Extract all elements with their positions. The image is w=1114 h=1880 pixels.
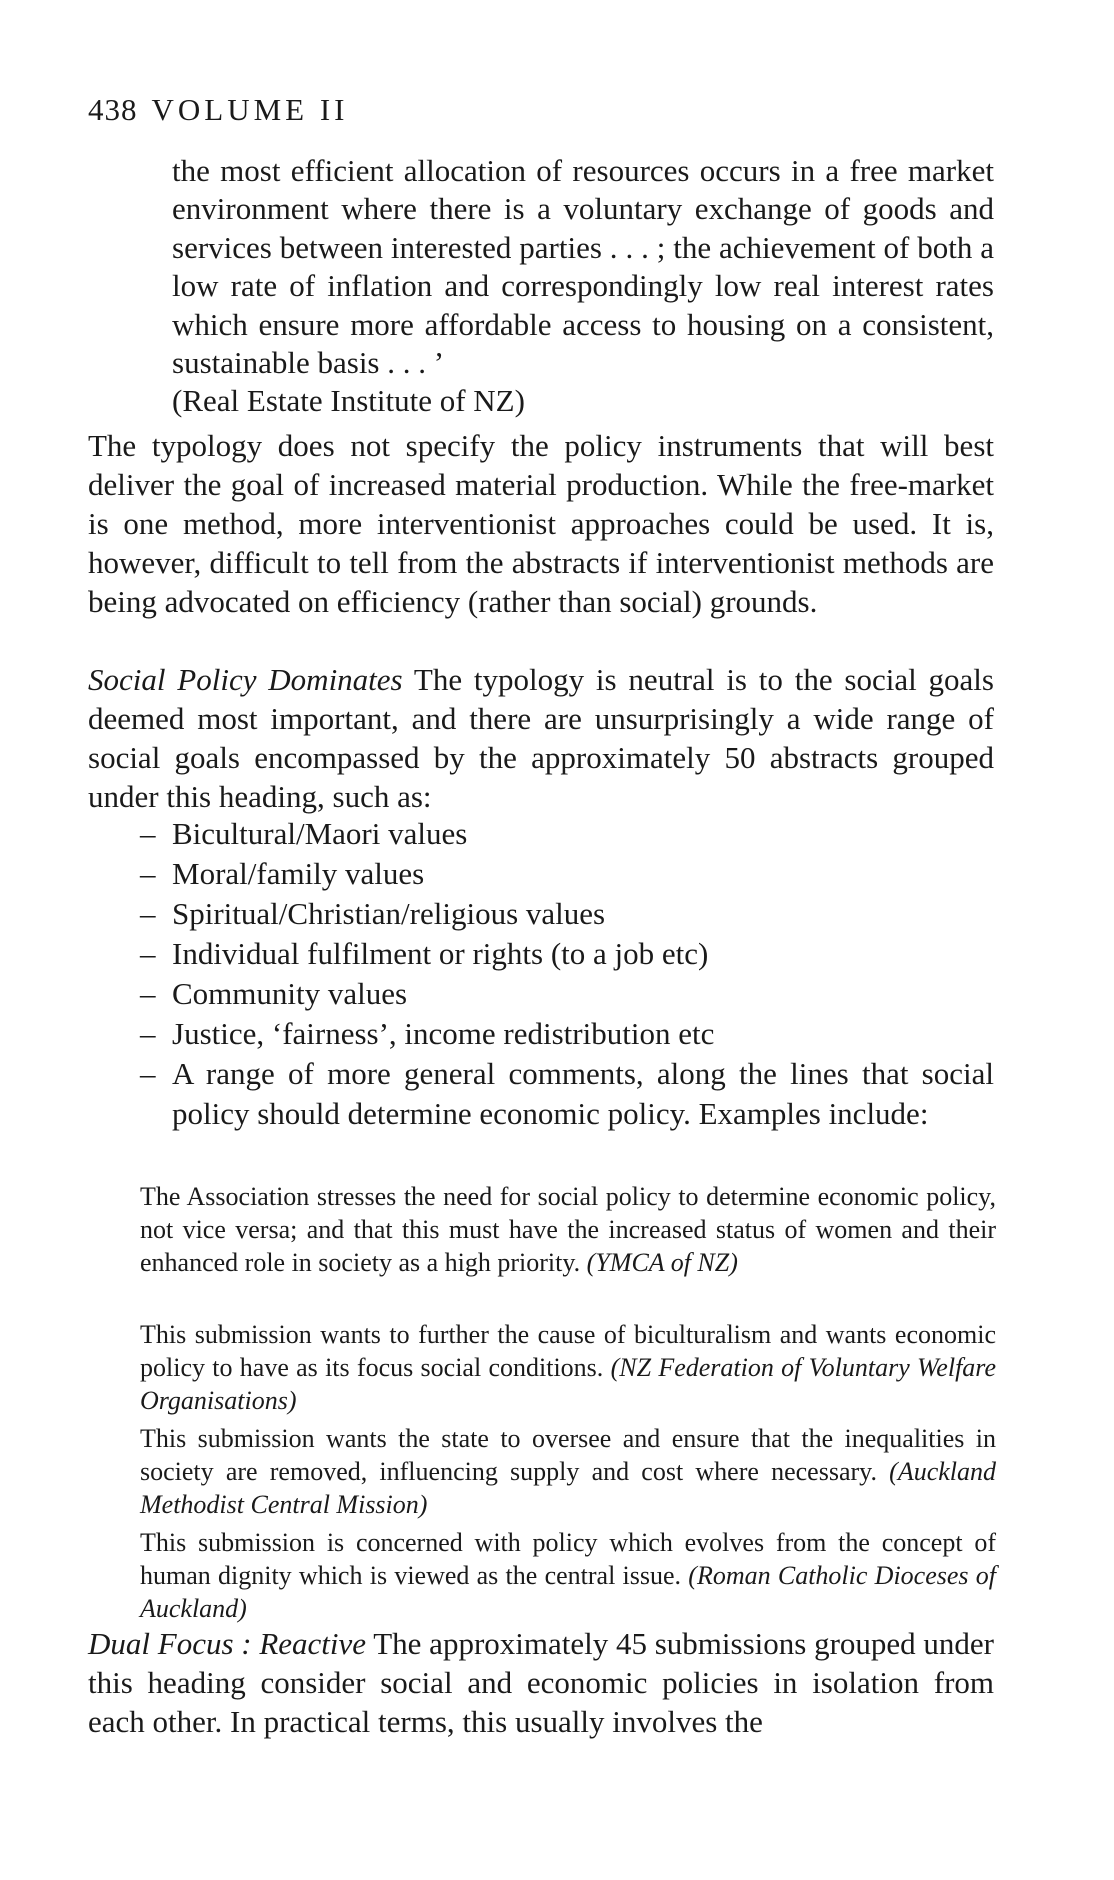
dash-marker: – — [140, 816, 156, 851]
list-item: – A range of more general comments, along the lines that social policy should determine economic policy. Examples include: — [140, 1056, 994, 1131]
example-federation — [140, 1318, 996, 1417]
example-text: This submission wants the state to oversee and ensure that the inequalities in society are removed, influencing supply and cost where necessary. — [140, 1424, 996, 1486]
section-heading-social-policy: Social Policy Dominates — [88, 662, 403, 697]
dash-marker: – — [140, 856, 156, 891]
dash-marker: – — [140, 936, 156, 971]
paragraph-dual-focus-text: The approximately 45 submissions grouped under this heading consider social and economic policies in isolation from each other. In practical terms, this usually involves the — [88, 1626, 995, 1739]
paragraph-dual-focus — [88, 1624, 994, 1741]
example-catholic — [140, 1526, 996, 1625]
dash-marker: – — [140, 976, 156, 1011]
section-heading-dual-focus: Dual Focus : Reactive — [88, 1626, 367, 1661]
page-number: 438 — [88, 92, 138, 127]
example-ymca — [140, 1180, 996, 1279]
example-source: (Roman Catholic Dioceses of Auckland) — [140, 1561, 996, 1623]
paragraph-social-policy — [88, 660, 994, 816]
paragraph-typology-text: The typology does not specify the policy instruments that will best deliver the goal of increased material production. While the free-market is one method, more interventionist approaches could be used. It is, however, difficult to tell from the abstracts if interventionist methods are being advocated on efficiency (rather than social) grounds. — [88, 428, 994, 619]
social-goals-list — [140, 814, 994, 1134]
example-source: (Auckland Methodist Central Mission) — [140, 1457, 996, 1519]
example-source: (YMCA of NZ) — [586, 1248, 738, 1277]
list-item: – Individual fulfilment or rights (to a job etc) — [140, 934, 994, 974]
list-item: – Bicultural/Maori values — [140, 814, 994, 854]
list-item: – Spiritual/Christian/religious values — [140, 894, 994, 934]
paragraph-social-policy-text: The typology is neutral is to the social goals deemed most important, and there are unsurprisingly a wide range of social goals encompassed by the approximately 50 abstracts grouped under this heading, such as: — [88, 662, 994, 814]
dash-marker: – — [140, 1016, 156, 1051]
block-quote — [172, 152, 994, 421]
quote-text: the most efficient allocation of resources occurs in a free market environment where there is a voluntary exchange of goods and services between interested parties . . . ; the achievement of both a low rate of inflation and correspondingly low real interest rates which ensure more affordable access to housing on a consistent, sustainable basis . . . ’ — [172, 153, 994, 381]
running-head — [88, 90, 349, 130]
list-item: – Community values — [140, 974, 994, 1014]
example-text: This submission is concerned with policy which evolves from the concept of human dignity which is viewed as the central issue. — [140, 1528, 996, 1590]
quote-attribution: (Real Estate Institute of NZ) — [172, 383, 525, 419]
example-source: (NZ Federation of Voluntary Welfare Organisations) — [140, 1353, 996, 1415]
example-methodist — [140, 1422, 996, 1521]
example-text: The Association stresses the need for social policy to determine economic policy, not vice versa; and that this must have the increased status of women and their enhanced role in society as a high priority. — [140, 1182, 996, 1277]
example-text: This submission wants to further the cause of biculturalism and wants economic policy to have as its focus social conditions. — [140, 1320, 996, 1382]
list-item: – Moral/family values — [140, 854, 994, 894]
paragraph-typology — [88, 426, 994, 621]
volume-label: VOLUME II — [151, 92, 349, 127]
dash-marker: – — [140, 1056, 156, 1091]
list-item: – Justice, ‘fairness’, income redistribution etc — [140, 1014, 994, 1054]
dash-marker: – — [140, 896, 156, 931]
